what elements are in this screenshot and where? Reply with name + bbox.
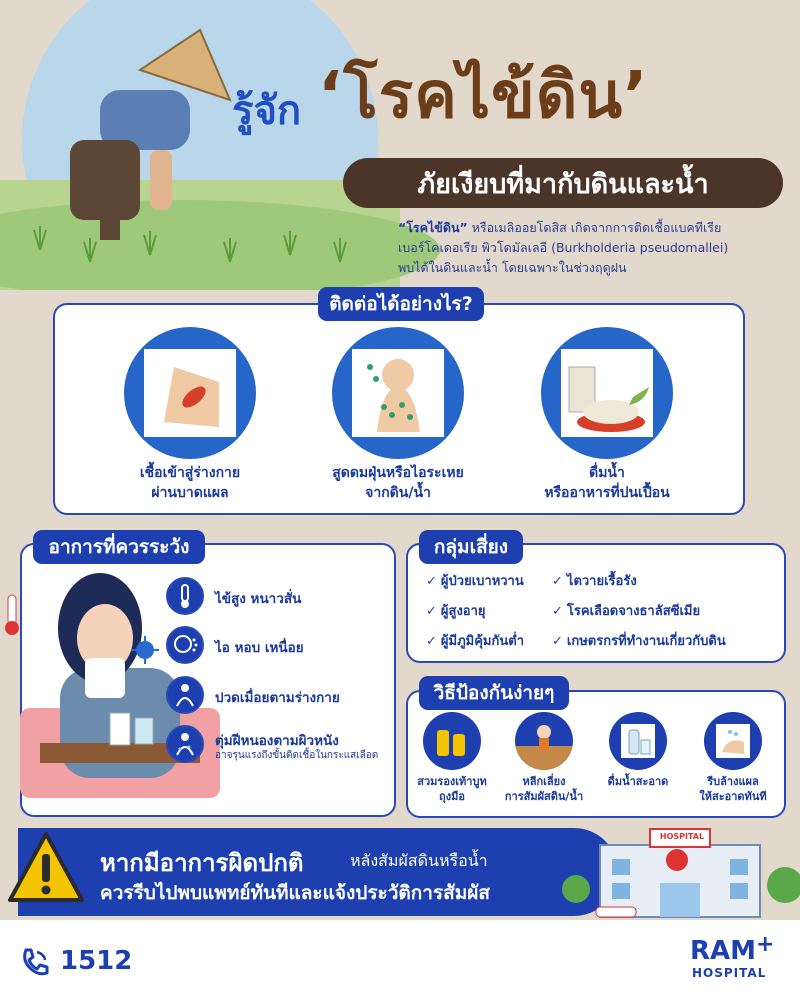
prevention-caption-3	[596, 774, 680, 789]
footer	[0, 920, 800, 1000]
caption-line: สวมรองเท้าบูท	[417, 775, 487, 788]
desc-line-1: หรือเมลิออยโดสิส เกิดจากการติดเชื้อแบคทีเรีย	[467, 220, 722, 235]
symptoms-title: อาการที่ควรระวัง	[48, 536, 190, 558]
skin-abscess-icon	[166, 725, 204, 763]
risk-left-3-text: ผู้มีภูมิคุ้มกันต่ำ	[440, 634, 524, 649]
desc-line-2: เบอร์โคเดอเรีย พิวโดมัลเลอี (Burkholderia pseudomallei)	[398, 240, 729, 255]
lungs-inhale-icon	[332, 327, 464, 459]
clean-water-icon	[609, 712, 667, 770]
warning-line-2: ควรรีบไปพบแพทย์ทันทีและแจ้งประวัติการสัมผัส	[100, 882, 490, 904]
cough-icon	[166, 626, 204, 664]
avoid-mud-icon	[515, 712, 573, 770]
food-water-icon	[541, 327, 673, 459]
caption-line: ผ่านบาดแผล	[151, 485, 229, 501]
risk-right-3-text: เกษตรกรที่ทำงานเกี่ยวกับดิน	[566, 634, 726, 649]
risk-right-1-text: ไตวายเรื้อรัง	[566, 574, 637, 589]
risk-left-2	[426, 600, 486, 621]
prevention-caption-2	[496, 774, 592, 804]
intro-description	[398, 218, 794, 278]
hospital-illustration	[560, 815, 800, 920]
ram-logo-text: RAM	[690, 936, 757, 966]
symptom-1-text: ไข้สูง หนาวสั่น	[215, 591, 302, 607]
plus-icon: +	[756, 932, 775, 957]
risk-left-3	[426, 630, 524, 651]
warning-bold-text: หากมีอาการผิดปกติ	[100, 849, 304, 877]
hospital-logo-text: HOSPITAL	[692, 966, 767, 980]
transmission-caption-3	[527, 463, 687, 503]
check-icon: ✓	[552, 604, 563, 619]
page-title: ‘โรคไข้ดิน’	[318, 59, 649, 133]
caption-line: ดื่มน้ำสะอาด	[607, 775, 669, 788]
virus-icon	[130, 635, 160, 665]
risk-groups-title-pill	[419, 530, 523, 564]
subtitle-pill	[343, 158, 783, 208]
caption-line: เชื้อเข้าสู่ร่างกาย	[139, 465, 241, 481]
warning-rest-text: หลังสัมผัสดินหรือน้ำ	[350, 851, 488, 870]
hero-section	[0, 0, 800, 290]
boots-gloves-icon	[423, 712, 481, 770]
caption-line: สูดดมฝุ่นหรือไอระเหย	[332, 465, 464, 481]
caption-line: รีบล้างแผล	[707, 775, 759, 788]
symptom-2-text: ไอ หอบ เหนื่อย	[215, 640, 304, 656]
desc-line-3: พบได้ในดินและน้ำ โดยเฉพาะในช่วงฤดูฝน	[398, 260, 627, 275]
transmission-caption-2	[308, 463, 488, 503]
transmission-title: ติดต่อได้อย่างไร?	[329, 293, 473, 315]
caption-line: การสัมผัสดิน/น้ำ	[504, 790, 584, 803]
symptom-4-text: ตุ่มฝีหนองตามผิวหนัง	[215, 733, 339, 749]
caption-line: หลีกเลี่ยง	[522, 775, 566, 788]
prevention-title-pill	[419, 676, 569, 710]
symptoms-title-pill	[33, 530, 205, 564]
check-icon: ✓	[426, 574, 437, 589]
caption-line: จากดิน/น้ำ	[365, 485, 431, 501]
wash-wound-icon	[704, 712, 762, 770]
symptom-3-text: ปวดเมื่อยตามร่างกาย	[215, 690, 340, 706]
prevention-caption-1	[412, 774, 492, 804]
subtitle: ภัยเงียบที่มากับดินและน้ำ	[417, 168, 709, 200]
desc-bold: “โรคไข้ดิน”	[398, 220, 468, 235]
hospital-sign: HOSPITAL	[659, 832, 705, 841]
check-icon: ✓	[426, 604, 437, 619]
thermometer-decoration-icon	[0, 590, 30, 640]
risk-groups-title: กลุ่มเสี่ยง	[433, 536, 509, 558]
wound-hand-icon	[124, 327, 256, 459]
transmission-caption-1	[115, 463, 265, 503]
warning-icon	[6, 828, 86, 908]
body-ache-icon	[166, 676, 204, 714]
caption-line: ถุงมือ	[439, 790, 465, 803]
risk-right-1	[552, 570, 637, 591]
symptom-4-note: อาจรุนแรงถึงขั้นติดเชื้อในกระแสเลือด	[215, 750, 379, 761]
title-prefix: รู้จัก	[232, 88, 302, 134]
risk-left-1-text: ผู้ป่วยเบาหวาน	[440, 574, 524, 589]
risk-left-1	[426, 570, 524, 591]
risk-left-2-text: ผู้สูงอายุ	[440, 604, 486, 619]
transmission-title-pill	[318, 287, 484, 321]
check-icon: ✓	[426, 634, 437, 649]
check-icon: ✓	[552, 574, 563, 589]
check-icon: ✓	[552, 634, 563, 649]
caption-line: ดื่มน้ำ	[589, 465, 625, 481]
thermometer-icon	[166, 577, 204, 615]
prevention-title: วิธีป้องกันง่ายๆ	[433, 682, 555, 704]
hotline-number[interactable]: 1512	[60, 946, 133, 976]
risk-right-3	[552, 630, 726, 651]
caption-line: ให้สะอาดทันที	[699, 790, 767, 803]
risk-right-2-text: โรคเลือดจางธาลัสซีเมีย	[566, 604, 701, 619]
phone-icon	[18, 946, 50, 978]
risk-right-2	[552, 600, 700, 621]
prevention-caption-4	[690, 774, 776, 804]
caption-line: หรืออาหารที่ปนเปื้อน	[544, 485, 670, 501]
